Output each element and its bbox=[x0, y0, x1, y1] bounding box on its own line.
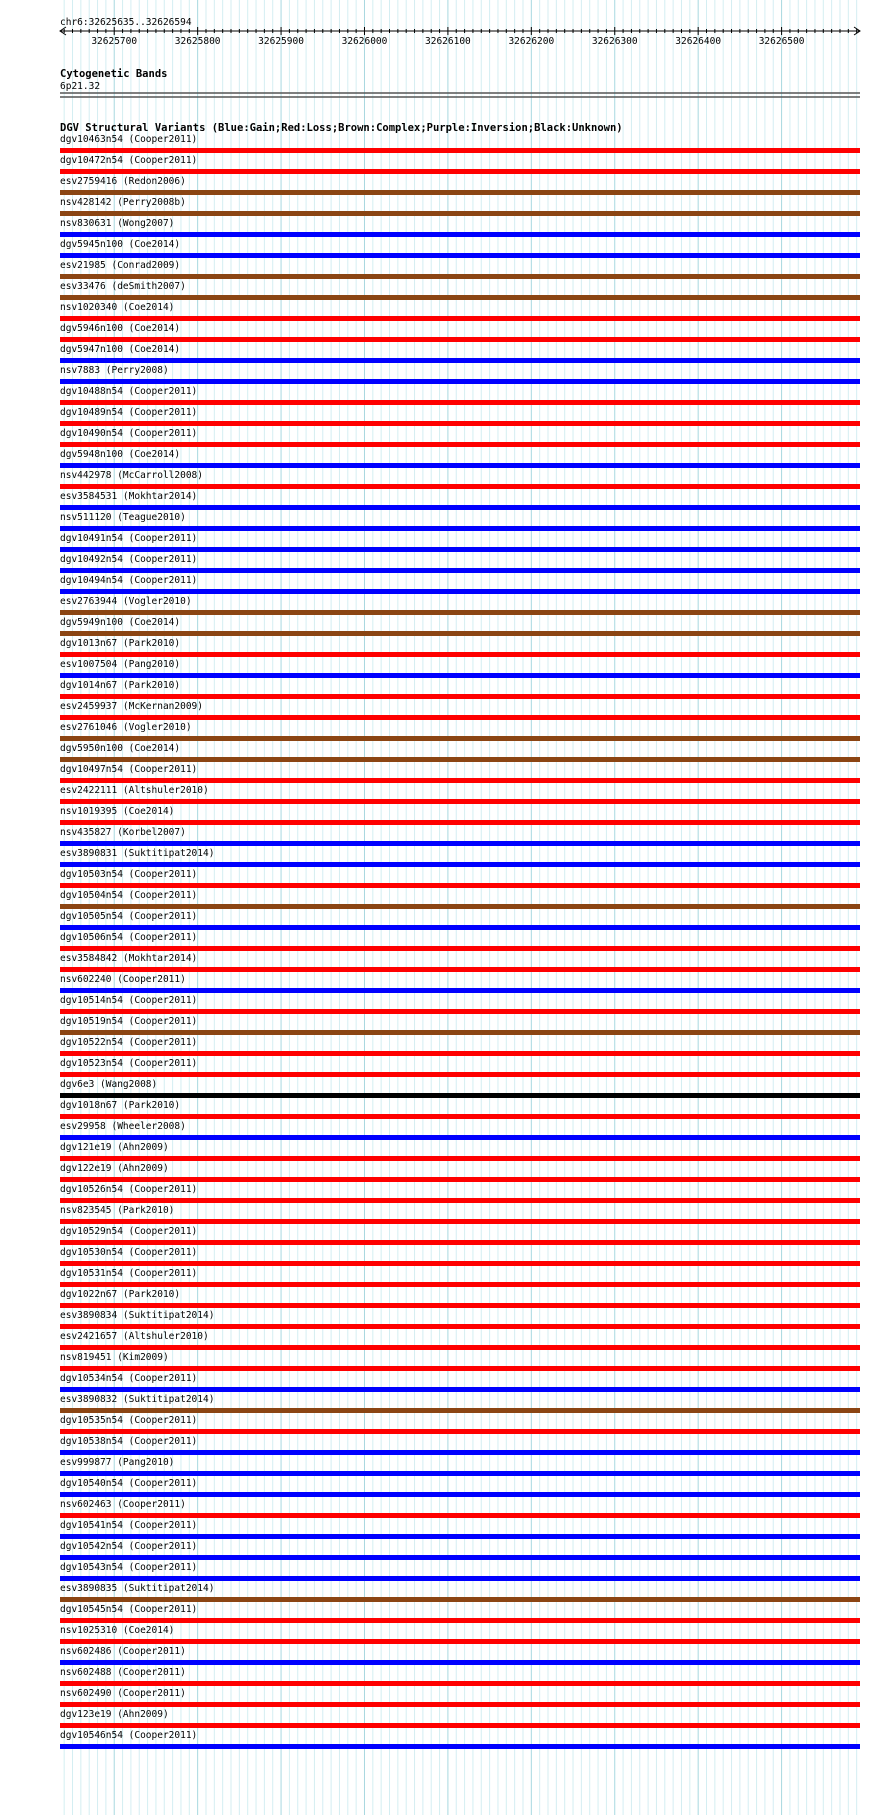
dgv-variant-label: dgv1022n67 (Park2010) bbox=[60, 1289, 181, 1300]
dgv-variant-label: esv21985 (Conrad2009) bbox=[60, 260, 181, 271]
dgv-variant-label: nsv602486 (Cooper2011) bbox=[60, 1646, 186, 1657]
dgv-variant-label: esv2761046 (Vogler2010) bbox=[60, 722, 192, 733]
dgv-variant-bar[interactable] bbox=[60, 967, 860, 972]
dgv-variant-label: dgv1014n67 (Park2010) bbox=[60, 680, 181, 691]
dgv-variant-label: nsv435827 (Korbel2007) bbox=[60, 827, 186, 838]
dgv-variant-bar[interactable] bbox=[60, 232, 860, 237]
ruler-tick-label: 32626200 bbox=[508, 36, 555, 47]
dgv-variant-bar[interactable] bbox=[60, 1744, 860, 1749]
ruler-tick-label: 32626300 bbox=[591, 36, 638, 47]
dgv-variant-bar[interactable] bbox=[60, 1471, 860, 1476]
cytoband-track-title: Cytogenetic Bands bbox=[60, 68, 168, 80]
dgv-variant-bar[interactable] bbox=[60, 799, 860, 804]
dgv-variant-bar[interactable] bbox=[60, 1261, 860, 1266]
dgv-variant-bar[interactable] bbox=[60, 988, 860, 993]
dgv-variant-bar[interactable] bbox=[60, 484, 860, 489]
dgv-variant-bar[interactable] bbox=[60, 1282, 860, 1287]
dgv-variant-bar[interactable] bbox=[60, 169, 860, 174]
ruler-ticks bbox=[64, 27, 856, 47]
dgv-variant-bar[interactable] bbox=[60, 1681, 860, 1686]
dgv-variant-bar[interactable] bbox=[60, 1387, 860, 1392]
dgv-variant-label: dgv10538n54 (Cooper2011) bbox=[60, 1436, 198, 1447]
dgv-variant-label: dgv5947n100 (Coe2014) bbox=[60, 344, 181, 355]
dgv-variant-bar[interactable] bbox=[60, 652, 860, 657]
dgv-variant-label: nsv428142 (Perry2008b) bbox=[60, 197, 186, 208]
dgv-variant-bar[interactable] bbox=[60, 1135, 860, 1140]
dgv-variant-label: dgv10545n54 (Cooper2011) bbox=[60, 1604, 198, 1615]
ruler-tick-label: 32625900 bbox=[258, 36, 304, 47]
dgv-variant-bar[interactable] bbox=[60, 358, 860, 363]
dgv-variant-bar[interactable] bbox=[60, 1009, 860, 1014]
dgv-variant-bar[interactable] bbox=[60, 673, 860, 678]
dgv-variant-bar[interactable] bbox=[60, 1303, 860, 1308]
dgv-variant-bar[interactable] bbox=[60, 1324, 860, 1329]
dgv-variant-bar[interactable] bbox=[60, 568, 860, 573]
dgv-variant-bar[interactable] bbox=[60, 1576, 860, 1581]
dgv-variant-label: esv2421657 (Altshuler2010) bbox=[60, 1331, 209, 1342]
dgv-variant-label: dgv10494n54 (Cooper2011) bbox=[60, 575, 198, 586]
dgv-variant-bar[interactable] bbox=[60, 400, 860, 405]
dgv-variant-label: esv33476 (deSmith2007) bbox=[60, 281, 186, 292]
dgv-variant-label: dgv1013n67 (Park2010) bbox=[60, 638, 181, 649]
dgv-variant-bar[interactable] bbox=[60, 757, 860, 762]
dgv-variant-bar[interactable] bbox=[60, 694, 860, 699]
dgv-variant-bar[interactable] bbox=[60, 1597, 860, 1602]
dgv-variant-label: dgv10540n54 (Cooper2011) bbox=[60, 1478, 198, 1489]
dgv-variant-bar[interactable] bbox=[60, 1408, 860, 1413]
dgv-variant-label: dgv10503n54 (Cooper2011) bbox=[60, 869, 198, 880]
cytoband-name-label: 6p21.32 bbox=[60, 81, 101, 92]
ruler-tick-label: 32626000 bbox=[341, 36, 388, 47]
dgv-variant-bar[interactable] bbox=[60, 1114, 860, 1119]
dgv-variant-bar[interactable] bbox=[60, 862, 860, 867]
dgv-variant-label: esv3584531 (Mokhtar2014) bbox=[60, 491, 198, 502]
ruler-tick-label: 32626100 bbox=[425, 36, 471, 47]
dgv-variant-label: esv2759416 (Redon2006) bbox=[60, 176, 186, 187]
dgv-variant-bar[interactable] bbox=[60, 1093, 860, 1098]
dgv-variant-bar[interactable] bbox=[60, 1450, 860, 1455]
dgv-variant-bar[interactable] bbox=[60, 526, 860, 531]
dgv-variant-label: dgv5950n100 (Coe2014) bbox=[60, 743, 181, 754]
dgv-variant-bar[interactable] bbox=[60, 253, 860, 258]
dgv-variant-bar[interactable] bbox=[60, 1072, 860, 1077]
dgv-variant-label: dgv10506n54 (Cooper2011) bbox=[60, 932, 198, 943]
dgv-variant-label: dgv5949n100 (Coe2014) bbox=[60, 617, 181, 628]
dgv-variant-label: nsv602240 (Cooper2011) bbox=[60, 974, 186, 985]
dgv-variant-bar[interactable] bbox=[60, 820, 860, 825]
dgv-variant-label: dgv10472n54 (Cooper2011) bbox=[60, 155, 198, 166]
dgv-variant-label: nsv1025310 (Coe2014) bbox=[60, 1625, 175, 1636]
dgv-variant-label: esv2422111 (Altshuler2010) bbox=[60, 785, 209, 796]
dgv-variant-label: nsv602463 (Cooper2011) bbox=[60, 1499, 186, 1510]
dgv-variant-bar[interactable] bbox=[60, 442, 860, 447]
dgv-variant-bar[interactable] bbox=[60, 925, 860, 930]
dgv-variant-label: nsv7883 (Perry2008) bbox=[60, 365, 169, 376]
dgv-variant-label: dgv10531n54 (Cooper2011) bbox=[60, 1268, 198, 1279]
dgv-variant-bar[interactable] bbox=[60, 1513, 860, 1518]
dgv-variant-bar[interactable] bbox=[60, 1534, 860, 1539]
dgv-variant-bar[interactable] bbox=[60, 1492, 860, 1497]
dgv-variant-bar[interactable] bbox=[60, 904, 860, 909]
dgv-variant-bar[interactable] bbox=[60, 1618, 860, 1623]
dgv-variant-bar[interactable] bbox=[60, 295, 860, 300]
dgv-variant-label: dgv123e19 (Ahn2009) bbox=[60, 1709, 169, 1720]
dgv-variant-label: dgv6e3 (Wang2008) bbox=[60, 1079, 158, 1090]
dgv-variant-label: dgv1018n67 (Park2010) bbox=[60, 1100, 181, 1111]
dgv-variant-label: nsv442978 (McCarroll2008) bbox=[60, 470, 203, 481]
dgv-variant-label: dgv10489n54 (Cooper2011) bbox=[60, 407, 198, 418]
dgv-variant-label: dgv10514n54 (Cooper2011) bbox=[60, 995, 198, 1006]
dgv-variant-label: dgv5946n100 (Coe2014) bbox=[60, 323, 181, 334]
dgv-variant-bar[interactable] bbox=[60, 883, 860, 888]
ruler-tick-label: 32626500 bbox=[758, 36, 805, 47]
dgv-variant-bar[interactable] bbox=[60, 736, 860, 741]
dgv-variant-bar[interactable] bbox=[60, 1555, 860, 1560]
dgv-variant-label: dgv10491n54 (Cooper2011) bbox=[60, 533, 198, 544]
dgv-variant-label: nsv823545 (Park2010) bbox=[60, 1205, 175, 1216]
dgv-variant-bar[interactable] bbox=[60, 1702, 860, 1707]
dgv-variant-label: nsv602490 (Cooper2011) bbox=[60, 1688, 186, 1699]
dgv-variant-label: dgv5945n100 (Coe2014) bbox=[60, 239, 181, 250]
ruler-tick-label: 32625700 bbox=[91, 36, 138, 47]
dgv-variant-label: dgv10534n54 (Cooper2011) bbox=[60, 1373, 198, 1384]
dgv-variant-bar[interactable] bbox=[60, 148, 860, 153]
dgv-variant-label: dgv10497n54 (Cooper2011) bbox=[60, 764, 198, 775]
dgv-variant-label: esv3890835 (Suktitipat2014) bbox=[60, 1583, 215, 1594]
dgv-variant-bar[interactable] bbox=[60, 211, 860, 216]
dgv-variant-bar[interactable] bbox=[60, 946, 860, 951]
dgv-variant-bar[interactable] bbox=[60, 778, 860, 783]
dgv-variant-bar[interactable] bbox=[60, 1639, 860, 1644]
dgv-track-title: DGV Structural Variants (Blue:Gain;Red:Loss;Brown:Complex;Purple:Inversion;Black:Unknown) bbox=[60, 122, 623, 134]
dgv-variant-label: dgv10530n54 (Cooper2011) bbox=[60, 1247, 198, 1258]
dgv-variant-label: esv3890832 (Suktitipat2014) bbox=[60, 1394, 215, 1405]
dgv-variant-label: dgv10529n54 (Cooper2011) bbox=[60, 1226, 198, 1237]
dgv-variant-bar[interactable] bbox=[60, 1177, 860, 1182]
dgv-variant-label: esv29958 (Wheeler2008) bbox=[60, 1121, 186, 1132]
dgv-variant-label: nsv819451 (Kim2009) bbox=[60, 1352, 169, 1363]
dgv-variant-label: esv1007504 (Pang2010) bbox=[60, 659, 181, 670]
dgv-variant-bar[interactable] bbox=[60, 1219, 860, 1224]
dgv-variant-bar[interactable] bbox=[60, 547, 860, 552]
dgv-variant-label: esv3890831 (Suktitipat2014) bbox=[60, 848, 215, 859]
dgv-variant-label: esv3890834 (Suktitipat2014) bbox=[60, 1310, 215, 1321]
dgv-variant-bar[interactable] bbox=[60, 463, 860, 468]
dgv-variant-bar[interactable] bbox=[60, 1429, 860, 1434]
dgv-variant-label: nsv1020340 (Coe2014) bbox=[60, 302, 175, 313]
dgv-variant-bar[interactable] bbox=[60, 316, 860, 321]
dgv-variant-label: dgv10490n54 (Cooper2011) bbox=[60, 428, 198, 439]
dgv-variant-bar[interactable] bbox=[60, 1051, 860, 1056]
dgv-variant-bar[interactable] bbox=[60, 1723, 860, 1728]
dgv-variant-label: nsv511120 (Teague2010) bbox=[60, 512, 186, 523]
dgv-variant-bar[interactable] bbox=[60, 421, 860, 426]
dgv-variant-label: dgv10504n54 (Cooper2011) bbox=[60, 890, 198, 901]
dgv-variant-label: dgv10519n54 (Cooper2011) bbox=[60, 1016, 198, 1027]
dgv-variant-bar[interactable] bbox=[60, 379, 860, 384]
dgv-variant-bar[interactable] bbox=[60, 1198, 860, 1203]
dgv-variant-bar[interactable] bbox=[60, 274, 860, 279]
dgv-variant-bar[interactable] bbox=[60, 631, 860, 636]
dgv-variant-label: dgv121e19 (Ahn2009) bbox=[60, 1142, 169, 1153]
dgv-variant-label: nsv602488 (Cooper2011) bbox=[60, 1667, 186, 1678]
dgv-variant-bar[interactable] bbox=[60, 589, 860, 594]
dgv-variant-label: esv3584842 (Mokhtar2014) bbox=[60, 953, 198, 964]
dgv-variant-bar[interactable] bbox=[60, 841, 860, 846]
dgv-variant-label: dgv10522n54 (Cooper2011) bbox=[60, 1037, 198, 1048]
ruler-tick-label: 32626400 bbox=[675, 36, 722, 47]
dgv-variant-label: dgv10488n54 (Cooper2011) bbox=[60, 386, 198, 397]
ruler-location-label: chr6:32625635..32626594 bbox=[60, 17, 192, 28]
dgv-variant-label: dgv10523n54 (Cooper2011) bbox=[60, 1058, 198, 1069]
ruler-tick-label: 32625800 bbox=[174, 36, 221, 47]
dgv-variant-label: dgv10526n54 (Cooper2011) bbox=[60, 1184, 198, 1195]
dgv-variant-label: dgv10541n54 (Cooper2011) bbox=[60, 1520, 198, 1531]
dgv-variant-bar[interactable] bbox=[60, 1345, 860, 1350]
dgv-variant-label: dgv10535n54 (Cooper2011) bbox=[60, 1415, 198, 1426]
dgv-variant-bar[interactable] bbox=[60, 1030, 860, 1035]
dgv-variant-label: nsv1019395 (Coe2014) bbox=[60, 806, 175, 817]
dgv-variant-bar[interactable] bbox=[60, 715, 860, 720]
dgv-variant-label: esv2459937 (McKernan2009) bbox=[60, 701, 203, 712]
dgv-variant-label: nsv830631 (Wong2007) bbox=[60, 218, 175, 229]
dgv-variant-bar[interactable] bbox=[60, 505, 860, 510]
dgv-variant-label: dgv5948n100 (Coe2014) bbox=[60, 449, 181, 460]
dgv-variant-bar[interactable] bbox=[60, 190, 860, 195]
dgv-variant-bar[interactable] bbox=[60, 610, 860, 615]
dgv-variant-bar[interactable] bbox=[60, 1156, 860, 1161]
dgv-variant-label: esv2763944 (Vogler2010) bbox=[60, 596, 192, 607]
dgv-variant-label: dgv10543n54 (Cooper2011) bbox=[60, 1562, 198, 1573]
dgv-variant-label: dgv10492n54 (Cooper2011) bbox=[60, 554, 198, 565]
dgv-variant-label: dgv122e19 (Ahn2009) bbox=[60, 1163, 169, 1174]
dgv-variant-label: dgv10505n54 (Cooper2011) bbox=[60, 911, 198, 922]
dgv-variant-bar[interactable] bbox=[60, 337, 860, 342]
dgv-variant-label: esv999877 (Pang2010) bbox=[60, 1457, 175, 1468]
dgv-variant-label: dgv10546n54 (Cooper2011) bbox=[60, 1730, 198, 1741]
dgv-variant-bar[interactable] bbox=[60, 1660, 860, 1665]
dgv-variant-bar[interactable] bbox=[60, 1366, 860, 1371]
dgv-variant-bar[interactable] bbox=[60, 1240, 860, 1245]
dgv-variant-label: dgv10542n54 (Cooper2011) bbox=[60, 1541, 198, 1552]
dgv-variant-label: dgv10463n54 (Cooper2011) bbox=[60, 134, 198, 145]
